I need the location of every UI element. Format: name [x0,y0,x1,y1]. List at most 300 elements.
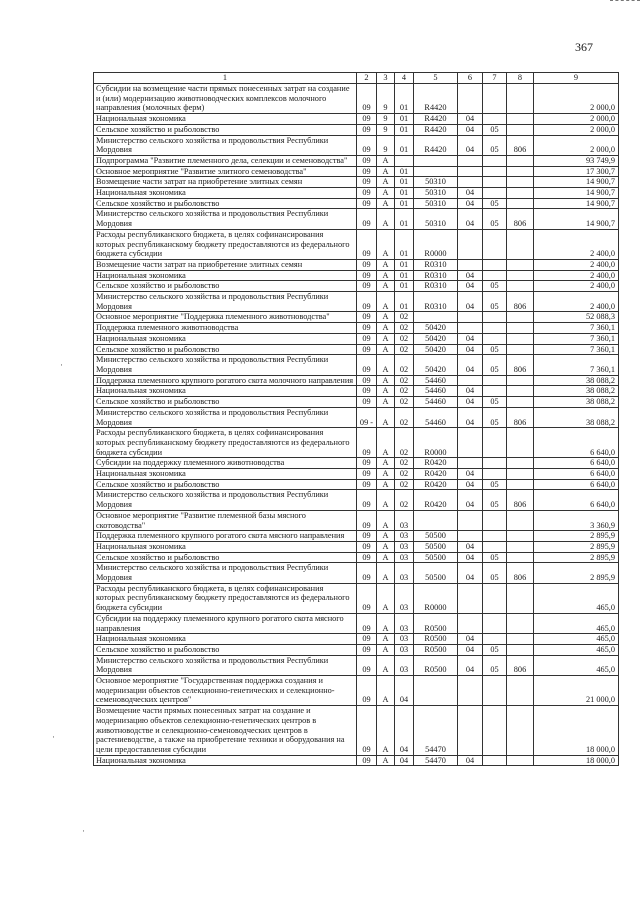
row-name: Сельское хозяйство и рыболовство [94,397,357,408]
cell-sum: 38 088,2 [534,397,619,408]
cell-pr: 05 [483,479,507,490]
cell-grbs [507,469,534,480]
row-name: Министерство сельского хозяйства и продовольствия Республики Мордовия [94,135,357,155]
table-row [94,541,619,552]
cell-csr: 50310 [414,209,458,229]
table-row [94,386,619,397]
row-name: Министерство сельского хозяйства и продовольствия Республики Мордовия [94,292,357,312]
cell-pp: А [377,563,395,583]
cell-pr: 05 [483,355,507,375]
cell-grbs [507,333,534,344]
row-name: Национальная экономика [94,634,357,645]
cell-sum: 21 000,0 [534,676,619,706]
cell-rz [458,323,483,334]
cell-gp: 09 [357,552,377,563]
cell-rz: 04 [458,333,483,344]
cell-rz: 04 [458,344,483,355]
table-row [94,428,619,458]
cell-pr [483,114,507,125]
column-header: 6 [458,73,483,84]
cell-om: 01 [395,292,414,312]
row-name: Подпрограмма "Развитие племенного дела, селекции и семеноводства" [94,155,357,166]
cell-pp: А [377,490,395,510]
cell-pr [483,375,507,386]
cell-pr [483,613,507,633]
cell-om: 02 [395,397,414,408]
cell-rz: 04 [458,292,483,312]
cell-om: 01 [395,166,414,177]
table-row [94,583,619,613]
cell-gp: 09 [357,281,377,292]
cell-om: 03 [395,510,414,530]
cell-om: 03 [395,541,414,552]
cell-sum: 2 000,0 [534,124,619,135]
cell-sum: 2 895,9 [534,531,619,542]
table-row [94,177,619,188]
cell-om: 01 [395,281,414,292]
cell-pp: А [377,407,395,427]
cell-csr: 54460 [414,375,458,386]
cell-om: 02 [395,344,414,355]
cell-rz: 04 [458,552,483,563]
cell-om: 04 [395,755,414,766]
row-name: Основное мероприятие "Государственная поддержка создания и модернизации объектов селекционно-генетических и селекционно-семеноводческих центров" [94,676,357,706]
cell-gp: 09 [357,386,377,397]
cell-om: 01 [395,270,414,281]
row-name: Министерство сельского хозяйства и продовольствия Республики Мордовия [94,209,357,229]
table-row [94,259,619,270]
cell-pr [483,312,507,323]
cell-sum: 18 000,0 [534,706,619,756]
cell-om [395,155,414,166]
cell-gp: 09 [357,114,377,125]
cell-om: 02 [395,375,414,386]
column-header: 7 [483,73,507,84]
cell-rz: 04 [458,490,483,510]
cell-sum: 465,0 [534,583,619,613]
cell-pr: 05 [483,198,507,209]
cell-pp: А [377,355,395,375]
cell-csr: R0420 [414,469,458,480]
cell-csr: 50500 [414,531,458,542]
cell-sum: 465,0 [534,634,619,645]
cell-sum: 18 000,0 [534,755,619,766]
cell-rz: 04 [458,479,483,490]
row-name: Сельское хозяйство и рыболовство [94,124,357,135]
cell-rz: 04 [458,114,483,125]
cell-pp: А [377,655,395,675]
cell-pp: А [377,397,395,408]
cell-sum: 2 000,0 [534,84,619,114]
cell-csr: R0500 [414,634,458,645]
cell-pr [483,634,507,645]
cell-rz [458,84,483,114]
cell-om: 02 [395,407,414,427]
cell-rz [458,312,483,323]
row-name: Сельское хозяйство и рыболовство [94,479,357,490]
cell-rz [458,458,483,469]
cell-pr [483,84,507,114]
cell-om: 03 [395,634,414,645]
cell-csr: 50420 [414,344,458,355]
cell-om: 03 [395,613,414,633]
cell-csr: R0500 [414,644,458,655]
cell-csr: R0310 [414,270,458,281]
cell-rz: 04 [458,644,483,655]
cell-rz [458,177,483,188]
cell-pr [483,469,507,480]
cell-grbs [507,397,534,408]
cell-pr [483,188,507,199]
cell-grbs [507,479,534,490]
cell-sum: 38 088,2 [534,375,619,386]
table-row [94,655,619,675]
cell-grbs [507,259,534,270]
cell-sum: 38 088,2 [534,386,619,397]
cell-om: 03 [395,563,414,583]
cell-sum: 52 088,3 [534,312,619,323]
cell-pr: 05 [483,552,507,563]
cell-csr: R0420 [414,458,458,469]
cell-pr [483,755,507,766]
table-row [94,407,619,427]
cell-sum: 2 400,0 [534,259,619,270]
cell-sum: 3 360,9 [534,510,619,530]
cell-pr: 05 [483,490,507,510]
table-row [94,469,619,480]
cell-pp: А [377,155,395,166]
cell-grbs [507,281,534,292]
cell-csr [414,312,458,323]
cell-grbs: 806 [507,209,534,229]
cell-sum: 7 360,1 [534,323,619,334]
cell-rz [458,583,483,613]
cell-om: 04 [395,706,414,756]
cell-csr: 50420 [414,355,458,375]
cell-pr [483,676,507,706]
cell-grbs [507,270,534,281]
cell-csr: 50420 [414,323,458,334]
cell-sum: 38 088,2 [534,407,619,427]
cell-pp: А [377,386,395,397]
cell-pr [483,259,507,270]
cell-om: 01 [395,259,414,270]
cell-sum: 14 900,7 [534,188,619,199]
cell-om: 01 [395,124,414,135]
cell-pp: 9 [377,114,395,125]
cell-om: 02 [395,479,414,490]
cell-pp: А [377,479,395,490]
cell-pr: 05 [483,281,507,292]
cell-pr [483,155,507,166]
row-name: Национальная экономика [94,188,357,199]
row-name: Расходы республиканского бюджета, в целях софинансирования которых республиканскому бюджету предоставляются из федерального бюджета субсидии [94,428,357,458]
cell-pr [483,583,507,613]
cell-csr: 50310 [414,188,458,199]
table-row [94,510,619,530]
cell-pr [483,510,507,530]
cell-csr: 50500 [414,563,458,583]
cell-pp: 9 [377,135,395,155]
table-row [94,613,619,633]
table-row [94,479,619,490]
cell-pr: 05 [483,209,507,229]
cell-csr: R0000 [414,229,458,259]
cell-grbs [507,323,534,334]
cell-grbs [507,531,534,542]
cell-rz: 04 [458,281,483,292]
cell-grbs [507,344,534,355]
cell-pr [483,531,507,542]
cell-grbs: 806 [507,563,534,583]
cell-gp: 09 [357,469,377,480]
table-row [94,114,619,125]
table-row [94,135,619,155]
table-row [94,397,619,408]
margin-mark: · [82,826,85,836]
cell-gp: 09 [357,706,377,756]
cell-sum: 14 900,7 [534,209,619,229]
cell-pp: А [377,458,395,469]
cell-sum: 6 640,0 [534,479,619,490]
budget-table [93,72,619,766]
cell-sum: 2 000,0 [534,114,619,125]
cell-csr [414,166,458,177]
cell-om: 02 [395,469,414,480]
cell-pr: 05 [483,655,507,675]
cell-om: 01 [395,177,414,188]
cell-gp: 09 [357,490,377,510]
cell-csr: R4420 [414,124,458,135]
table-row [94,644,619,655]
cell-pp: А [377,676,395,706]
cell-rz: 04 [458,469,483,480]
cell-grbs [507,676,534,706]
cell-gp: 09 [357,209,377,229]
cell-rz: 04 [458,755,483,766]
cell-csr: R4420 [414,135,458,155]
cell-pp: А [377,510,395,530]
cell-sum: 2 400,0 [534,270,619,281]
cell-om: 02 [395,386,414,397]
cell-gp: 09 [357,428,377,458]
cell-rz: 04 [458,407,483,427]
column-header: 1 [94,73,357,84]
cell-pr [483,177,507,188]
column-header: 8 [507,73,534,84]
cell-csr: R0500 [414,655,458,675]
cell-pr: 05 [483,135,507,155]
cell-pp: А [377,613,395,633]
cell-grbs [507,706,534,756]
row-name: Национальная экономика [94,270,357,281]
table-row [94,209,619,229]
cell-om: 04 [395,676,414,706]
cell-csr: R0500 [414,613,458,633]
cell-gp: 09 [357,198,377,209]
cell-csr: R0420 [414,479,458,490]
cell-gp: 09 [357,355,377,375]
cell-sum: 6 640,0 [534,490,619,510]
cell-pp: А [377,198,395,209]
cell-gp: 09 [357,135,377,155]
cell-sum: 7 360,1 [534,355,619,375]
cell-pp: А [377,634,395,645]
cell-csr: 54470 [414,706,458,756]
table-row [94,355,619,375]
cell-pp: 9 [377,124,395,135]
cell-sum: 465,0 [534,655,619,675]
cell-pr [483,166,507,177]
cell-rz: 04 [458,563,483,583]
cell-rz [458,155,483,166]
cell-sum: 2 895,9 [534,552,619,563]
row-name: Национальная экономика [94,541,357,552]
table-row [94,755,619,766]
cell-rz: 04 [458,124,483,135]
cell-pp: А [377,428,395,458]
cell-pp: А [377,344,395,355]
cell-grbs [507,229,534,259]
cell-sum: 2 400,0 [534,281,619,292]
cell-om: 02 [395,428,414,458]
cell-gp: 09 [357,613,377,633]
table-row [94,270,619,281]
cell-grbs [507,613,534,633]
row-name: Министерство сельского хозяйства и продовольствия Республики Мордовия [94,563,357,583]
cell-pp: А [377,177,395,188]
cell-om: 03 [395,583,414,613]
cell-gp: 09 [357,479,377,490]
scan-edge-mark [610,0,640,7]
cell-csr: 54460 [414,397,458,408]
table-row [94,375,619,386]
cell-pp: А [377,270,395,281]
cell-gp: 09 [357,188,377,199]
cell-gp: 09 [357,292,377,312]
cell-pp: 9 [377,84,395,114]
cell-grbs [507,634,534,645]
cell-gp: 09 - [357,407,377,427]
cell-grbs [507,541,534,552]
cell-om: 02 [395,312,414,323]
cell-pp: А [377,166,395,177]
row-name: Поддержка племенного крупного рогатого скота молочного направления [94,375,357,386]
cell-grbs [507,188,534,199]
cell-pr: 05 [483,344,507,355]
row-name: Возмещение части прямых понесенных затрат на создание и модернизацию объектов селекционно-генетических центров в животноводстве и селекционно-семеноводческих центров в растениеводстве, а также на приобретение техники и оборудования на цели предоставления субсидии [94,706,357,756]
cell-sum: 465,0 [534,644,619,655]
cell-grbs [507,177,534,188]
cell-gp: 09 [357,755,377,766]
cell-pr [483,458,507,469]
cell-rz: 04 [458,209,483,229]
cell-pp: А [377,312,395,323]
cell-sum: 14 900,7 [534,198,619,209]
cell-csr [414,510,458,530]
cell-pp: А [377,583,395,613]
cell-rz [458,531,483,542]
cell-pp: А [377,375,395,386]
cell-rz: 04 [458,135,483,155]
cell-pr [483,229,507,259]
cell-grbs: 806 [507,407,534,427]
cell-pp: А [377,281,395,292]
cell-gp: 09 [357,563,377,583]
cell-pp: А [377,323,395,334]
cell-pr: 05 [483,397,507,408]
cell-csr: 54460 [414,407,458,427]
row-name: Министерство сельского хозяйства и продовольствия Республики Мордовия [94,490,357,510]
row-name: Расходы республиканского бюджета, в целях софинансирования которых республиканскому бюджету предоставляются из федерального бюджета субсидии [94,583,357,613]
cell-rz: 04 [458,198,483,209]
cell-pp: А [377,229,395,259]
cell-om: 03 [395,644,414,655]
cell-pr [483,706,507,756]
table-row [94,155,619,166]
cell-gp: 09 [357,344,377,355]
table-row [94,229,619,259]
cell-rz: 04 [458,270,483,281]
cell-pp: А [377,552,395,563]
cell-sum: 7 360,1 [534,333,619,344]
table-row [94,323,619,334]
cell-sum: 7 360,1 [534,344,619,355]
cell-gp: 09 [357,259,377,270]
row-name: Основное мероприятие "Развитие племенной базы мясного скотоводства" [94,510,357,530]
cell-csr: R0420 [414,490,458,510]
cell-grbs [507,755,534,766]
cell-pp: А [377,188,395,199]
row-name: Основное мероприятие "Поддержка племенного животноводства" [94,312,357,323]
cell-csr: R0310 [414,281,458,292]
row-name: Национальная экономика [94,333,357,344]
cell-csr: R0000 [414,428,458,458]
table-row [94,552,619,563]
cell-om: 03 [395,552,414,563]
cell-pp: А [377,333,395,344]
cell-pr [483,323,507,334]
cell-pp: А [377,644,395,655]
cell-sum: 6 640,0 [534,458,619,469]
table-row [94,188,619,199]
cell-grbs: 806 [507,135,534,155]
cell-rz [458,613,483,633]
cell-grbs [507,124,534,135]
cell-grbs: 806 [507,355,534,375]
row-name: Министерство сельского хозяйства и продовольствия Республики Мордовия [94,655,357,675]
cell-grbs [507,428,534,458]
cell-gp: 09 [357,270,377,281]
row-name: Возмещение части затрат на приобретение элитных семян [94,259,357,270]
cell-sum: 14 900,7 [534,177,619,188]
cell-om: 02 [395,490,414,510]
table-row [94,292,619,312]
cell-csr: 50310 [414,198,458,209]
cell-csr: 54460 [414,386,458,397]
cell-om: 03 [395,531,414,542]
cell-grbs [507,510,534,530]
cell-sum: 2 895,9 [534,563,619,583]
row-name: Субсидии на поддержку племенного крупного рогатого скота мясного направления [94,613,357,633]
cell-rz: 04 [458,397,483,408]
row-name: Сельское хозяйство и рыболовство [94,344,357,355]
cell-om: 01 [395,114,414,125]
cell-gp: 09 [357,84,377,114]
table-body [94,84,619,766]
cell-rz [458,706,483,756]
cell-sum: 2 895,9 [534,541,619,552]
